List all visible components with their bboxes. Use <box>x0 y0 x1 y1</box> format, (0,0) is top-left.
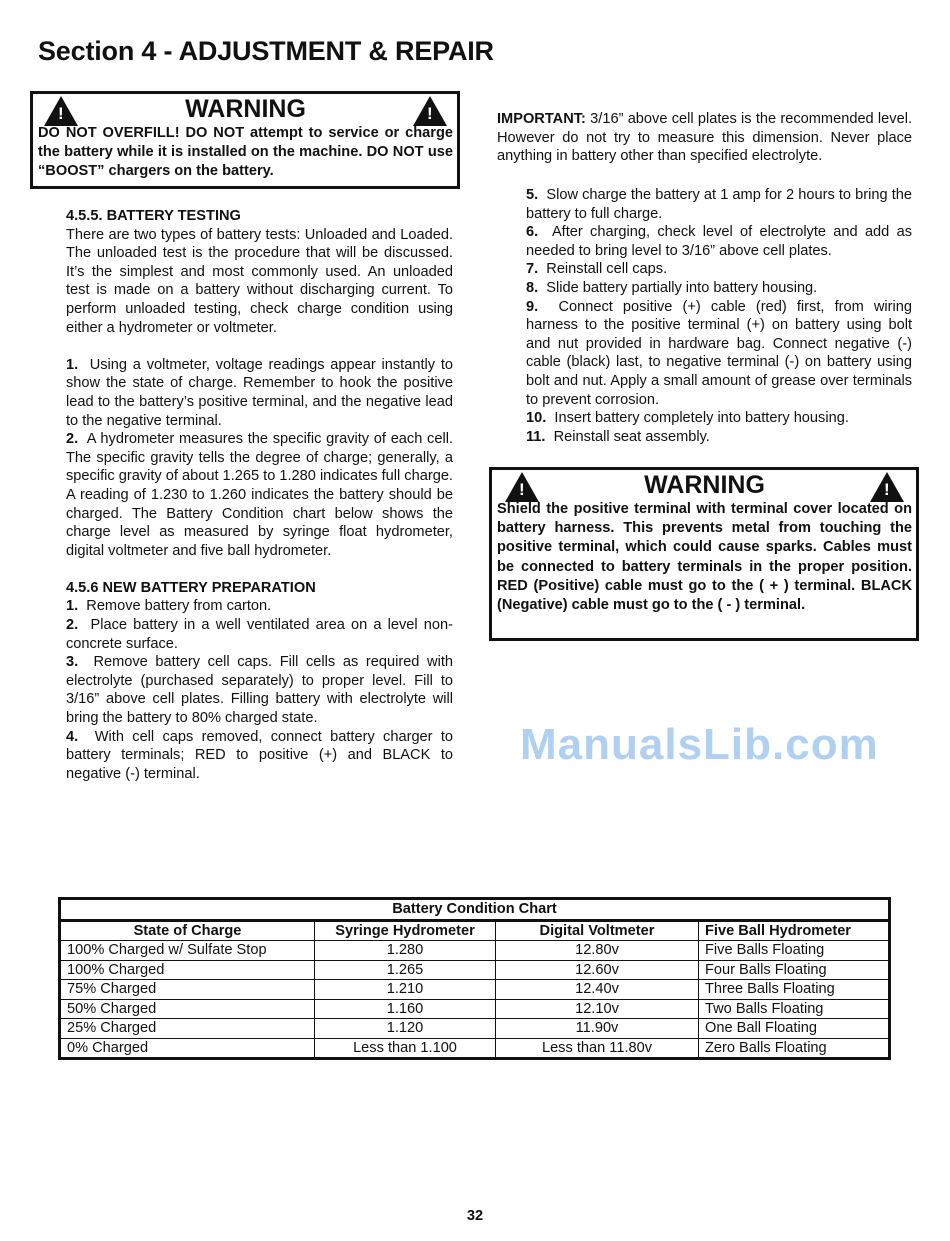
chart-title: Battery Condition Chart <box>60 899 890 921</box>
new-battery-heading: 4.5.6 NEW BATTERY PREPARATION <box>66 579 316 596</box>
warning-triangle-icon <box>413 96 447 126</box>
table-cell: Zero Balls Floating <box>699 1038 890 1059</box>
table-cell: 12.10v <box>496 999 699 1019</box>
watermark: ManualsLib.com <box>520 720 879 769</box>
table-cell: 12.60v <box>496 960 699 980</box>
table-cell: Four Balls Floating <box>699 960 890 980</box>
table-cell: 12.40v <box>496 980 699 1000</box>
testing-item: 2. A hydrometer measures the specific gravity of each cell. The specific gravity tells the degree of charge; generally, a specific gravity of about 1.265 to 1.280 indicates full charge. A reading of 1.230 to 1.260 indicates the battery should be charged. The Battery Condition chart below shows the charge level as measured by syringe float hydrometer, digital voltmeter and five ball hydrometer. <box>66 431 453 559</box>
important-note: IMPORTANT: 3/16” above cell plates is the recommended level. However do not try to measure this dimension. Never place anything in battery other than specified electrolyte. <box>497 111 912 165</box>
warning-text: Shield the positive terminal with terminal cover located on battery harness. This prevents metal from touching the positive terminal, which could cause sparks. Cables must be connected to battery terminals in the proper position. RED (Positive) cable must go to the ( + ) terminal. BLACK (Negative) cable must go to the ( - ) terminal. <box>497 501 912 614</box>
battery-condition-chart <box>58 897 891 1060</box>
prep-item: 2. Place battery in a well ventilated area on a level non-concrete surface. <box>66 617 453 652</box>
battery-testing-heading: 4.5.5. BATTERY TESTING <box>66 208 241 224</box>
page-number: 32 <box>466 1208 484 1224</box>
table-cell: 0% Charged <box>60 1038 315 1059</box>
table-row <box>60 999 890 1019</box>
table-cell: 100% Charged w/ Sulfate Stop <box>60 941 315 961</box>
warning-text: DO NOT OVERFILL! DO NOT attempt to service or charge the battery while it is installed on the machine. DO NOT use “BOOST” chargers on the battery. <box>38 125 453 180</box>
table-cell: 11.90v <box>496 1019 699 1039</box>
step-item: 5. Slow charge the battery at 1 amp for 2 hours to bring the battery to full charge. <box>526 187 912 222</box>
battery-testing-intro: There are two types of battery tests: Unloaded and Loaded. The unloaded test is the procedure that will be discussed. It’s the simplest and most commonly used. An unloaded test is made on a battery without discharging current. To perform unloaded testing, check charge condition using either a hydrometer or voltmeter. <box>66 226 453 336</box>
column-header: Digital Voltmeter <box>496 920 699 941</box>
warning-triangle-icon <box>505 472 539 502</box>
table-cell: Two Balls Floating <box>699 999 890 1019</box>
table-cell: 75% Charged <box>60 980 315 1000</box>
warning-triangle-icon <box>870 472 904 502</box>
step-item: 9. Connect positive (+) cable (red) first, from wiring harness to the positive terminal (+) on battery using bolt and nut provided in hardware bag. Connect negative (-) cable (black) last, to negative terminal (-) on battery using bolt and nut. Apply a small amount of grease over terminals to prevent corrosion. <box>526 298 913 408</box>
table-row <box>60 941 890 961</box>
table-cell: 25% Charged <box>60 1019 315 1039</box>
step-item: 7. Reinstall cell caps. <box>526 261 668 278</box>
column-header: Syringe Hydrometer <box>315 920 496 941</box>
table-cell: 1.120 <box>315 1019 496 1039</box>
table-cell: 50% Charged <box>60 999 315 1019</box>
column-header: Five Ball Hydrometer <box>699 920 890 941</box>
table-cell: Less than 11.80v <box>496 1038 699 1059</box>
warning-box-terminal <box>489 467 919 641</box>
step-item: 6. After charging, check level of electrolyte and add as needed to bring level to 3/16” above cell plates. <box>526 224 912 259</box>
table-row <box>60 1019 890 1039</box>
table-row <box>60 1038 890 1059</box>
step-item: 8. Slide battery partially into battery housing. <box>526 279 818 296</box>
warning-title: WARNING <box>185 95 306 123</box>
table-row <box>60 980 890 1000</box>
step-item: 11. Reinstall seat assembly. <box>526 428 710 445</box>
prep-item: 4. With cell caps removed, connect battery charger to battery terminals; RED to positive (+) and BLACK to negative (-) terminal. <box>66 728 454 782</box>
warning-triangle-icon <box>44 96 78 126</box>
prep-item: 3. Remove battery cell caps. Fill cells as required with electrolyte (purchased separately) to proper level. Fill to 3/16” above cell plates. Filling battery with electrolyte will bring the battery to 80% charged state. <box>66 654 454 727</box>
table-cell: Less than 1.100 <box>315 1038 496 1059</box>
warning-box-overfill <box>30 91 460 189</box>
prep-item: 1. Remove battery from carton. <box>66 598 272 615</box>
table-cell: One Ball Floating <box>699 1019 890 1039</box>
testing-item: 1. Using a voltmeter, voltage readings appear instantly to show the state of charge. Remember to hook the positive lead to the battery’s positive terminal, and the negative lead to the negative terminal. <box>66 356 453 429</box>
table-cell: 1.265 <box>315 960 496 980</box>
warning-title: WARNING <box>644 471 765 499</box>
table-cell: Three Balls Floating <box>699 980 890 1000</box>
table-cell: 1.280 <box>315 941 496 961</box>
left-column <box>66 207 453 783</box>
table-row <box>60 960 890 980</box>
column-header: State of Charge <box>60 920 315 941</box>
step-item: 10. Insert battery completely into battery housing. <box>526 410 849 427</box>
section-title: Section 4 - ADJUSTMENT & REPAIR <box>38 36 494 66</box>
table-cell: 12.80v <box>496 941 699 961</box>
steps-list <box>526 186 912 446</box>
table-cell: 1.210 <box>315 980 496 1000</box>
table-cell: 1.160 <box>315 999 496 1019</box>
table-header-row <box>60 920 890 941</box>
table-cell: Five Balls Floating <box>699 941 890 961</box>
table-cell: 100% Charged <box>60 960 315 980</box>
